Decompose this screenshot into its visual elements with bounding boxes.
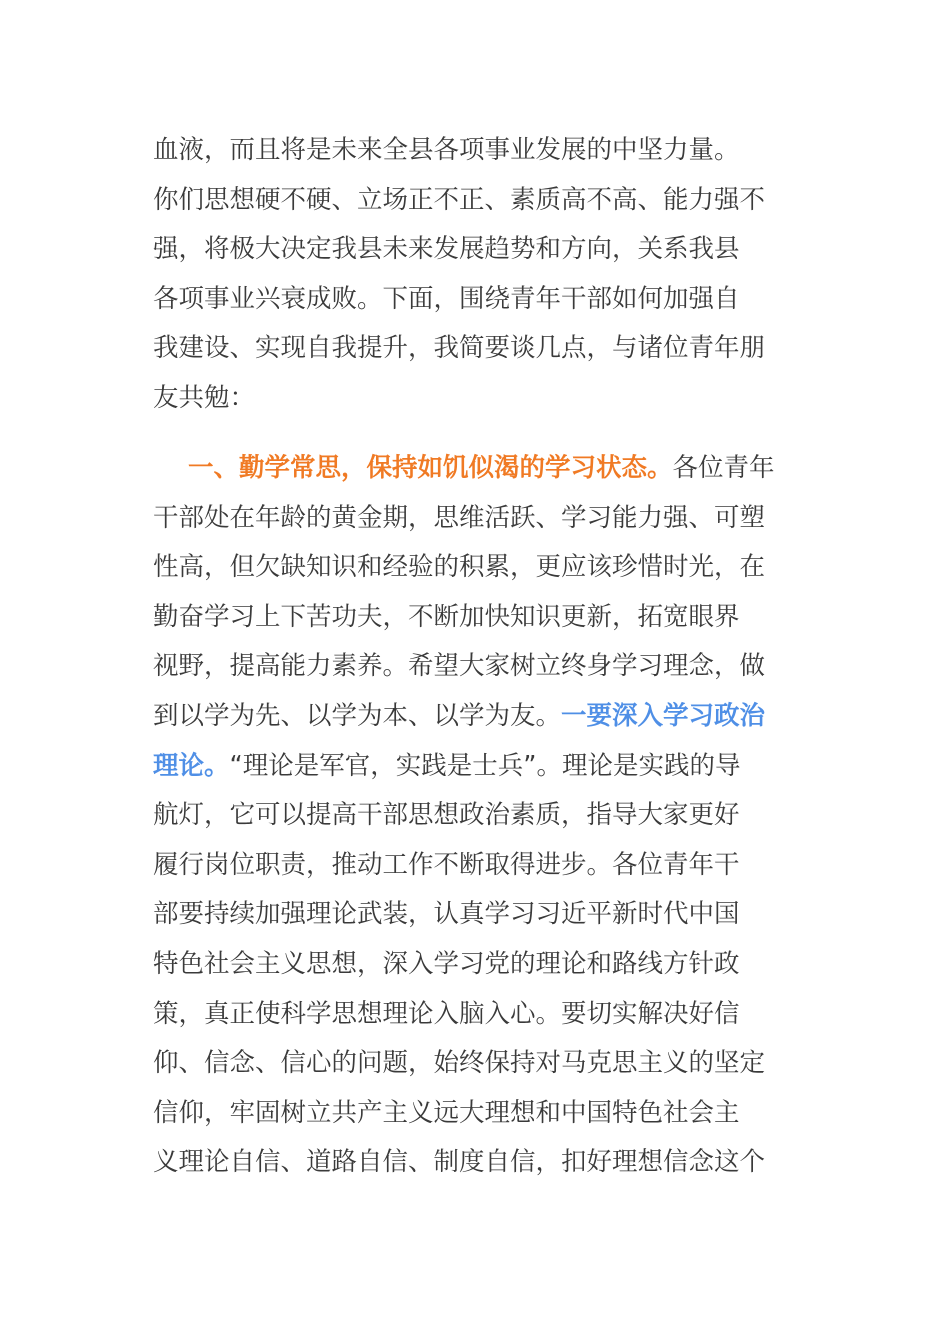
- subheading: 一要深入学习政治: [561, 700, 766, 731]
- text-line: 各项事业兴衰成败。下面，围绕青年干部如何加强自: [153, 283, 740, 314]
- text-run: 到以学为先、以学为本、以学为友。: [153, 700, 562, 731]
- text-line: [153, 742, 799, 792]
- text-line: 勤奋学习上下苦功夫，不断加快知识更新，拓宽眼界: [153, 601, 740, 632]
- text-line: 履行岗位职责，推动工作不断取得进步。各位青年干: [153, 849, 740, 880]
- text-line: 义理论自信、道路自信、制度自信，扣好理想信念这个: [153, 1147, 766, 1178]
- text-line: 仰、信念、信心的问题，始终保持对马克思主义的坚定: [153, 1048, 766, 1079]
- section-heading: 一、勤学常思，保持如饥似渴的学习状态。: [188, 453, 673, 483]
- text-line: [153, 692, 799, 742]
- text-line: 你们思想硬不硬、立场正不正、素质高不高、能力强不: [153, 184, 766, 215]
- text-line: 性高，但欠缺知识和经验的积累，更应该珍惜时光，在: [153, 552, 766, 583]
- text-line: 策，真正使科学思想理论入脑入心。要切实解决好信: [153, 998, 740, 1029]
- text-line: 干部处在年龄的黄金期，思维活跃、学习能力强、可塑: [153, 502, 766, 533]
- paragraph-section-one: [153, 444, 799, 1188]
- text-line: [153, 444, 799, 494]
- text-line: 友共勉：: [153, 382, 256, 413]
- text-line: 视野，提高能力素养。希望大家树立终身学习理念，做: [153, 651, 766, 682]
- text-line: 血液，而且将是未来全县各项事业发展的中坚力量。: [153, 135, 740, 165]
- text-line: 航灯，它可以提高干部思想政治素质，指导大家更好: [153, 800, 740, 831]
- text-line: 特色社会主义思想，深入学习党的理论和路线方针政: [153, 948, 740, 979]
- text-line: 强，将极大决定我县未来发展趋势和方向，关系我县: [153, 234, 740, 265]
- paragraph-intro: [153, 126, 799, 424]
- text-line: 信仰，牢固树立共产主义远大理想和中国特色社会主: [153, 1097, 740, 1128]
- subheading-continued: 理论。: [153, 750, 230, 781]
- text-line: 我建设、实现自我提升，我简要谈几点，与诸位青年朋: [153, 333, 766, 364]
- text-run: “理论是军官，实践是士兵”。理论是实践的导: [229, 750, 741, 781]
- text-line: 部要持续加强理论武装，认真学习习近平新时代中国: [153, 899, 740, 930]
- text-run: 各位青年: [672, 453, 775, 483]
